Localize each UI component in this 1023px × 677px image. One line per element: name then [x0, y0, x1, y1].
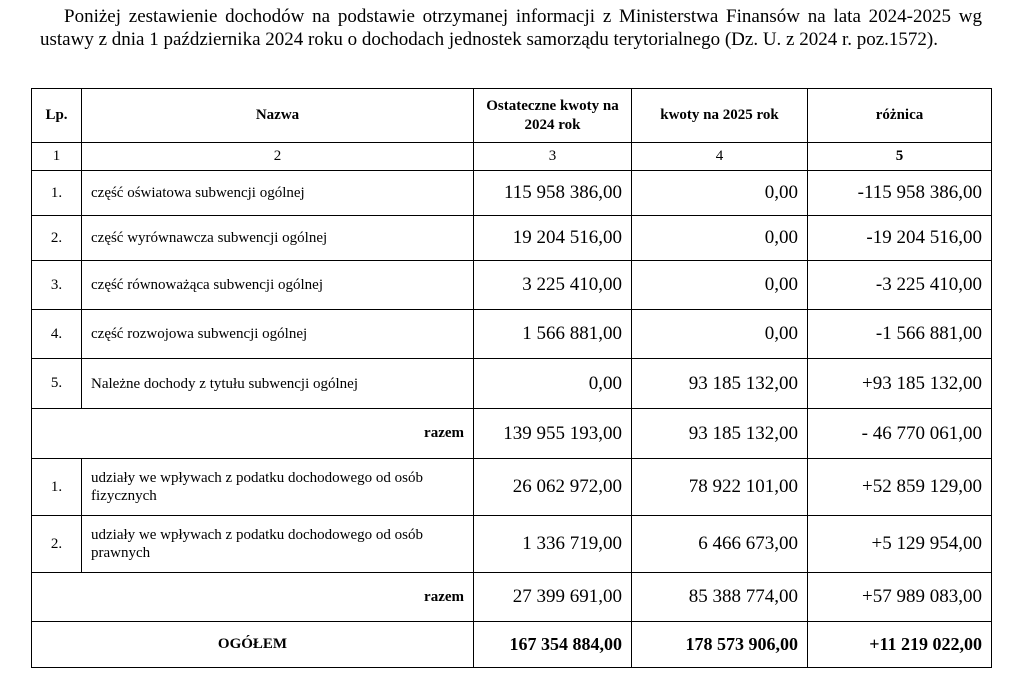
header-2024: Ostateczne kwoty na 2024 rok [474, 89, 632, 143]
table-row [32, 261, 992, 310]
subtotal-label: razem [32, 573, 474, 622]
row-lp: 1. [32, 171, 82, 216]
row-lp: 3. [32, 261, 82, 310]
subtotal-diff: - 46 770 061,00 [808, 409, 992, 459]
row-diff: -1 566 881,00 [808, 310, 992, 359]
row-lp: 1. [32, 459, 82, 516]
column-number: 5 [808, 143, 992, 171]
total-value-2025: 178 573 906,00 [632, 622, 808, 668]
subtotal-value-2025: 93 185 132,00 [632, 409, 808, 459]
column-number-row [32, 143, 992, 171]
row-value-2025: 0,00 [632, 310, 808, 359]
header-lp: Lp. [32, 89, 82, 143]
table-row [32, 310, 992, 359]
row-value-2024: 1 336 719,00 [474, 516, 632, 573]
column-number: 2 [82, 143, 474, 171]
row-value-2025: 6 466 673,00 [632, 516, 808, 573]
row-value-2024: 0,00 [474, 359, 632, 409]
row-value-2025: 93 185 132,00 [632, 359, 808, 409]
row-lp: 2. [32, 216, 82, 261]
row-lp: 2. [32, 516, 82, 573]
row-value-2024: 3 225 410,00 [474, 261, 632, 310]
row-value-2024: 19 204 516,00 [474, 216, 632, 261]
subtotal-row [32, 409, 992, 459]
row-value-2025: 0,00 [632, 171, 808, 216]
row-name: Należne dochody z tytułu subwencji ogólnej [82, 359, 474, 409]
header-name: Nazwa [82, 89, 474, 143]
total-diff: +11 219 022,00 [808, 622, 992, 668]
subtotal-value-2025: 85 388 774,00 [632, 573, 808, 622]
table-row [32, 171, 992, 216]
row-value-2024: 26 062 972,00 [474, 459, 632, 516]
total-label: OGÓŁEM [32, 622, 474, 668]
row-name: część wyrównawcza subwencji ogólnej [82, 216, 474, 261]
subtotal-diff: +57 989 083,00 [808, 573, 992, 622]
row-value-2025: 0,00 [632, 216, 808, 261]
row-name: część oświatowa subwencji ogólnej [82, 171, 474, 216]
row-diff: +5 129 954,00 [808, 516, 992, 573]
subtotal-row [32, 573, 992, 622]
income-table [31, 88, 992, 668]
row-value-2024: 115 958 386,00 [474, 171, 632, 216]
total-value-2024: 167 354 884,00 [474, 622, 632, 668]
row-name: część równoważąca subwencji ogólnej [82, 261, 474, 310]
subtotal-value-2024: 27 399 691,00 [474, 573, 632, 622]
table-row [32, 459, 992, 516]
row-lp: 5. [32, 359, 82, 409]
row-diff: -3 225 410,00 [808, 261, 992, 310]
intro-paragraph: Poniżej zestawienie dochodów na podstawie otrzymanej informacji z Ministerstwa Finansów na lata 2024-2025 wg ustawy z dnia 1 października 2024 roku o dochodach jednostek samorządu terytorialnego (Dz. U. z 2024 r. poz.1572). [40, 6, 982, 50]
subtotal-label: razem [32, 409, 474, 459]
row-name: część rozwojowa subwencji ogólnej [82, 310, 474, 359]
row-lp: 4. [32, 310, 82, 359]
row-value-2024: 1 566 881,00 [474, 310, 632, 359]
column-number: 3 [474, 143, 632, 171]
header-row [32, 89, 992, 143]
total-row [32, 622, 992, 668]
header-diff: różnica [808, 89, 992, 143]
subtotal-value-2024: 139 955 193,00 [474, 409, 632, 459]
row-diff: +93 185 132,00 [808, 359, 992, 409]
table-row [32, 359, 992, 409]
header-2025: kwoty na 2025 rok [632, 89, 808, 143]
row-name: udziały we wpływach z podatku dochodowego od osób fizycznych [82, 459, 474, 516]
table-row [32, 216, 992, 261]
column-number: 4 [632, 143, 808, 171]
row-diff: -19 204 516,00 [808, 216, 992, 261]
row-name: udziały we wpływach z podatku dochodowego od osób prawnych [82, 516, 474, 573]
row-value-2025: 0,00 [632, 261, 808, 310]
row-diff: +52 859 129,00 [808, 459, 992, 516]
column-number: 1 [32, 143, 82, 171]
row-value-2025: 78 922 101,00 [632, 459, 808, 516]
table-row [32, 516, 992, 573]
row-diff: -115 958 386,00 [808, 171, 992, 216]
